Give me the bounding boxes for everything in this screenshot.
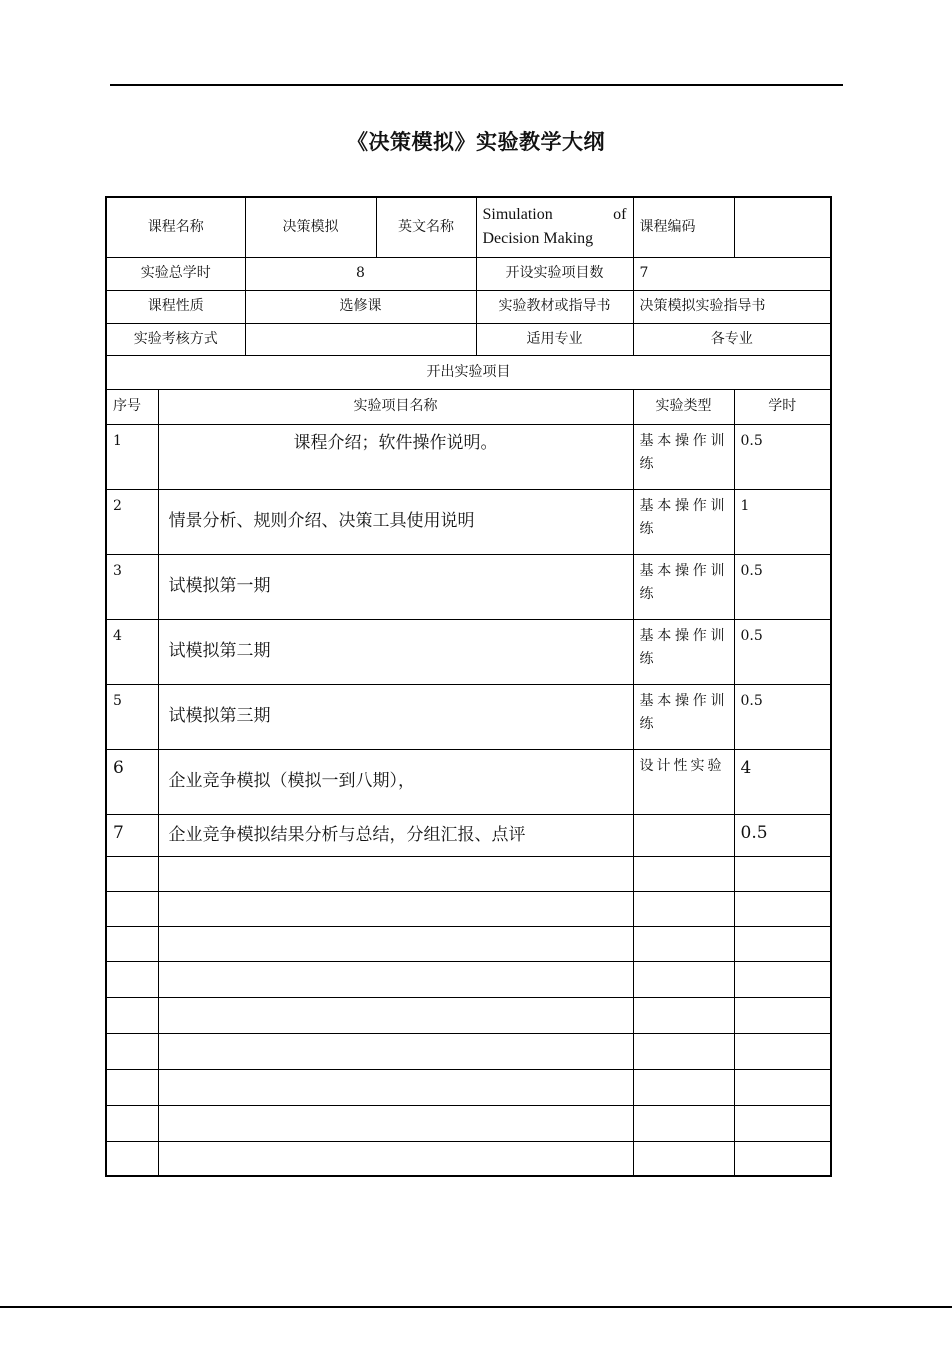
projects-section-label: 开出实验项目	[106, 355, 831, 389]
project-count-value: 7	[633, 257, 831, 290]
nature-row	[106, 290, 831, 323]
project-type: 基本操作训练	[633, 684, 734, 749]
project-hours: 1	[734, 489, 831, 554]
empty-row	[106, 856, 831, 891]
major-label: 适用专业	[476, 323, 633, 355]
footer-rule	[0, 1306, 952, 1308]
project-name: 课程介绍；软件操作说明。	[158, 424, 633, 489]
table-row	[106, 424, 831, 489]
column-header-hours: 学时	[734, 389, 831, 424]
project-type: 基本操作训练	[633, 489, 734, 554]
empty-row	[106, 1141, 831, 1176]
project-type: 设计性实验	[633, 749, 734, 814]
project-no: 2	[106, 489, 158, 554]
project-hours: 0.5	[734, 814, 831, 856]
empty-row	[106, 891, 831, 926]
nature-value: 选修课	[245, 290, 476, 323]
project-count-label: 开设实验项目数	[476, 257, 633, 290]
english-name-line-2: Decision Making	[482, 230, 594, 248]
textbook-value: 决策模拟实验指导书	[633, 290, 831, 323]
project-no: 7	[106, 814, 158, 856]
project-hours: 0.5	[734, 424, 831, 489]
project-type: 基本操作训练	[633, 554, 734, 619]
empty-row	[106, 1033, 831, 1069]
empty-row	[106, 1069, 831, 1105]
project-name: 试模拟第三期	[158, 684, 633, 749]
assessment-value	[245, 323, 476, 355]
column-header-row	[106, 389, 831, 424]
project-type	[633, 814, 734, 856]
document-title: 《决策模拟》实验教学大纲	[347, 129, 605, 154]
table-row	[106, 684, 831, 749]
project-hours: 0.5	[734, 684, 831, 749]
course-name-value: 决策模拟	[245, 197, 376, 257]
project-name: 企业竞争模拟结果分析与总结，分组汇报、点评	[158, 814, 633, 856]
project-hours: 0.5	[734, 554, 831, 619]
column-header-no: 序号	[106, 389, 158, 424]
project-no: 4	[106, 619, 158, 684]
empty-row	[106, 997, 831, 1033]
project-hours: 0.5	[734, 619, 831, 684]
course-code-value	[734, 197, 831, 257]
project-name: 试模拟第一期	[158, 554, 633, 619]
table-row	[106, 814, 831, 856]
column-header-name: 实验项目名称	[158, 389, 633, 424]
english-name-word-1: Simulation	[482, 206, 553, 224]
syllabus-table	[105, 196, 832, 1177]
project-type: 基本操作训练	[633, 424, 734, 489]
textbook-label: 实验教材或指导书	[476, 290, 633, 323]
empty-row	[106, 961, 831, 997]
table-row	[106, 619, 831, 684]
project-name: 企业竞争模拟（模拟一到八期），	[158, 749, 633, 814]
table-row	[106, 554, 831, 619]
column-header-type: 实验类型	[633, 389, 734, 424]
project-no: 3	[106, 554, 158, 619]
empty-row	[106, 926, 831, 961]
assessment-label: 实验考核方式	[106, 323, 245, 355]
assessment-row	[106, 323, 831, 355]
english-name-word-2: of	[613, 206, 627, 224]
table-row	[106, 489, 831, 554]
header-rule	[110, 84, 843, 86]
project-name: 情景分析、规则介绍、决策工具使用说明	[158, 489, 633, 554]
english-name-label: 英文名称	[376, 197, 476, 257]
project-no: 5	[106, 684, 158, 749]
total-hours-value: 8	[245, 257, 476, 290]
project-no: 6	[106, 749, 158, 814]
course-code-label: 课程编码	[633, 197, 734, 257]
course-name-label: 课程名称	[106, 197, 245, 257]
project-no: 1	[106, 424, 158, 489]
total-hours-label: 实验总学时	[106, 257, 245, 290]
course-info-row	[106, 197, 831, 257]
empty-row	[106, 1105, 831, 1141]
major-value: 各专业	[633, 323, 831, 355]
project-hours: 4	[734, 749, 831, 814]
hours-row	[106, 257, 831, 290]
table-row	[106, 749, 831, 814]
english-name-value	[476, 197, 633, 257]
projects-section-row	[106, 355, 831, 389]
project-name: 试模拟第二期	[158, 619, 633, 684]
nature-label: 课程性质	[106, 290, 245, 323]
project-type: 基本操作训练	[633, 619, 734, 684]
